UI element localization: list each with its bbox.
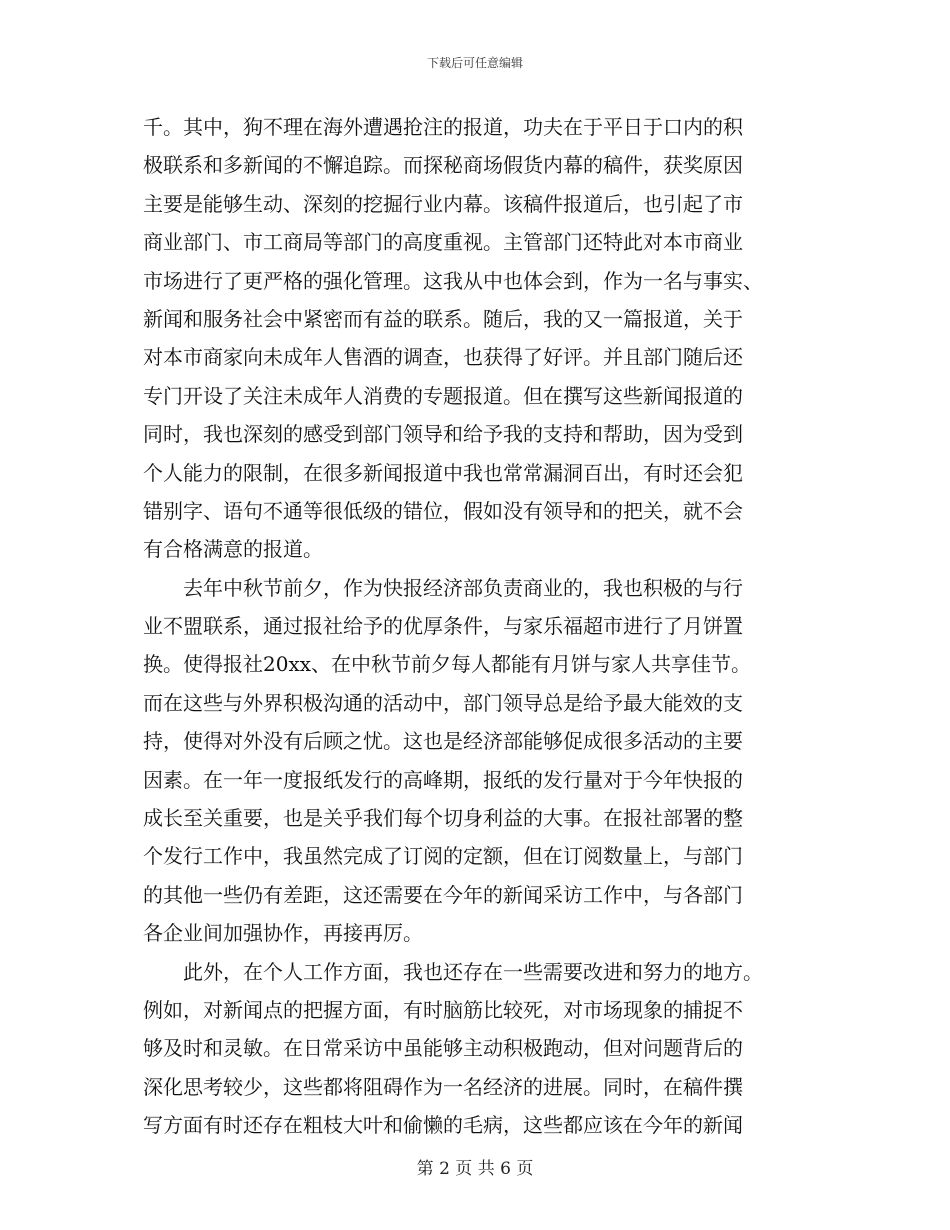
page-number: 第 2 页 共 6 页 [416,1159,534,1179]
body-line: 例如，对新闻点的把握方面，有时脑筋比较死，对市场现象的捕捉不 [143,997,743,1022]
body-line: 商业部门、市工商局等部门的高度重视。主管部门还特此对本市商业 [143,230,743,255]
body-line: 市场进行了更严格的强化管理。这我从中也体会到，作为一名与事实、 [143,268,763,293]
body-line: 对本市商家向未成年人售酒的调查，也获得了好评。并且部门随后还 [143,345,743,370]
body-line: 千。其中，狗不理在海外遭遇抢注的报道，功夫在于平日于口内的积 [143,115,743,139]
body-line: 有合格满意的报道。 [143,537,323,562]
body-line: 深化思考较少，这些都将阻碍作为一名经济的进展。同时，在稿件撰 [143,1074,743,1099]
body-line: 而在这些与外界积极沟通的活动中，部门领导总是给予最大能效的支 [143,690,743,715]
body-line: 各企业间加强协作，再接再厉。 [143,921,423,946]
body-line: 个发行工作中，我虽然完成了订阅的定额，但在订阅数量上，与部门 [143,844,743,869]
body-line: 此外，在个人工作方面，我也还存在一些需要改进和努力的地方。 [143,959,763,984]
body-line: 业不盟联系，通过报社给予的优厚条件，与家乐福超市进行了月饼置 [143,614,743,639]
body-line: 去年中秋节前夕，作为快报经济部负责商业的，我也积极的与行 [143,575,743,600]
body-line: 同时，我也深刻的感受到部门领导和给予我的支持和帮助，因为受到 [143,422,743,447]
body-line: 因素。在一年一度报纸发行的高峰期，报纸的发行量对于今年快报的 [143,767,743,792]
body-line: 写方面有时还存在粗枝大叶和偷懒的毛病，这些都应该在今年的新闻 [143,1113,743,1138]
document-body [143,108,807,1145]
body-line: 成长至关重要，也是关乎我们每个切身利益的大事。在报社部署的整 [143,806,743,831]
body-line: 换。使得报社20xx、在中秋节前夕每人都能有月饼与家人共享佳节。 [143,652,752,677]
body-line: 新闻和服务社会中紧密而有益的联系。随后，我的又一篇报道，关于 [143,306,743,331]
page-header-note: 下载后可任意编辑 [426,56,523,70]
body-line: 主要是能够生动、深刻的挖掘行业内幕。该稿件报道后，也引起了市 [143,191,743,216]
body-line: 持，使得对外没有后顾之忧。这也是经济部能够促成很多活动的主要 [143,729,743,754]
body-line: 个人能力的限制，在很多新闻报道中我也常常漏洞百出，有时还会犯 [143,460,743,485]
body-line: 极联系和多新闻的不懈追踪。而探秘商场假货内幕的稿件，获奖原因 [143,153,743,178]
body-line: 的其他一些仍有差距，这还需要在今年的新闻采访工作中，与各部门 [143,882,743,907]
body-line: 够及时和灵敏。在日常采访中虽能够主动积极跑动，但对问题背后的 [143,1036,743,1061]
body-line: 专门开设了关注未成年人消费的专题报道。但在撰写这些新闻报道的 [143,383,743,408]
body-line: 错别字、语句不通等很低级的错位，假如没有领导和的把关，就不会 [143,498,743,523]
